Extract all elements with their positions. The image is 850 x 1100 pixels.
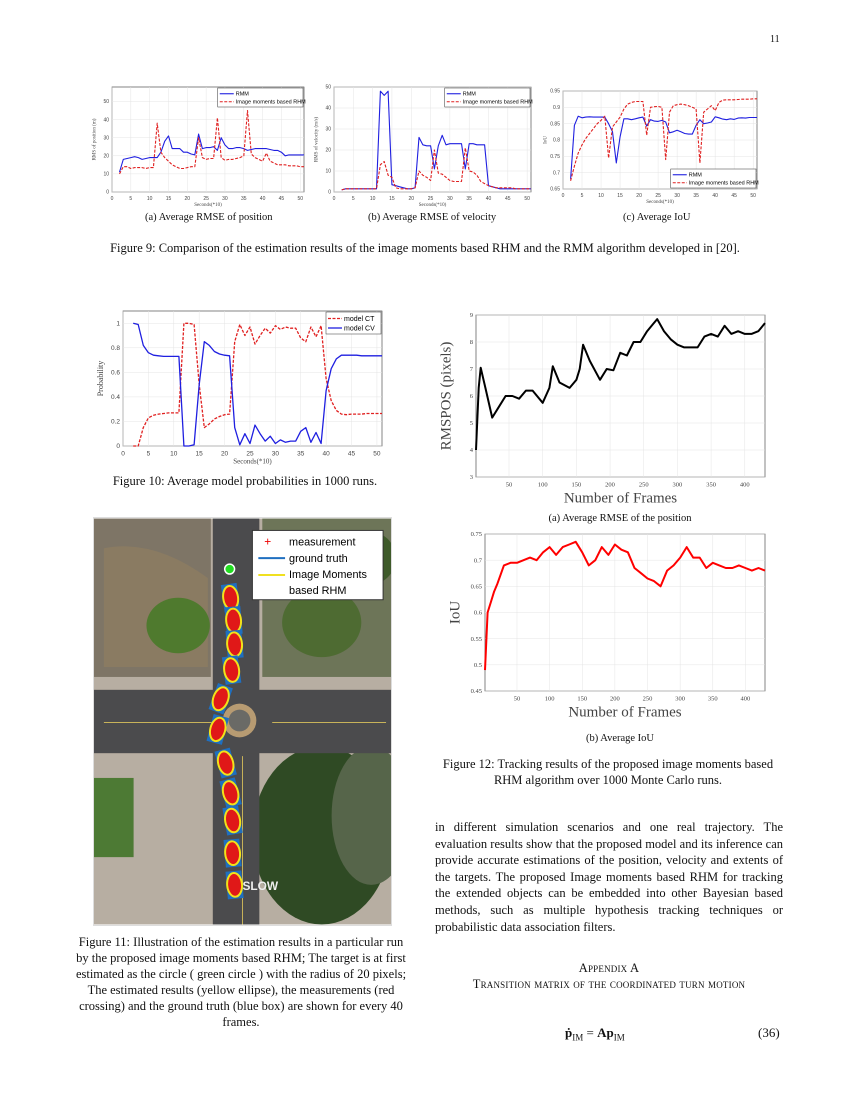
figure11-aerial-tracking-image bbox=[93, 517, 392, 926]
y-tick-label: 0.45 bbox=[470, 688, 482, 696]
x-tick-label: 40 bbox=[485, 196, 492, 202]
y-tick-label: 0.2 bbox=[110, 418, 120, 426]
x-tick-label: 30 bbox=[222, 196, 228, 202]
x-tick-label: 25 bbox=[246, 450, 254, 458]
x-tick-label: 35 bbox=[297, 450, 305, 458]
x-axis-label: Number of Frames bbox=[568, 704, 682, 721]
x-tick-label: 25 bbox=[655, 193, 661, 199]
x-tick-label: 45 bbox=[505, 196, 511, 202]
x-axis-label: Seconds(*10) bbox=[233, 457, 272, 466]
tracked-target bbox=[225, 870, 243, 899]
y-axis-label: RMSPOS (pixels) bbox=[438, 341, 455, 451]
eq-p: p bbox=[606, 1025, 614, 1040]
x-tick-label: 0 bbox=[121, 450, 125, 458]
x-tick-label: 100 bbox=[537, 481, 548, 489]
y-tick-label: 10 bbox=[103, 171, 109, 178]
x-tick-label: 25 bbox=[203, 196, 209, 202]
y-tick-label: 0.75 bbox=[550, 154, 560, 160]
legend-label: model CT bbox=[344, 315, 375, 323]
legend-label: Image moments based RHM bbox=[688, 180, 759, 187]
y-axis-label: RMS of velocity (m/s) bbox=[314, 116, 320, 163]
figure9c-subcaption: (c) Average IoU bbox=[623, 212, 691, 223]
y-tick-label: 3 bbox=[469, 474, 473, 482]
x-tick-label: 200 bbox=[610, 695, 620, 703]
figure12-caption: Figure 12: Tracking results of the proposed image moments based RHM algorithm over 1000 Monte Carlo runs. bbox=[442, 757, 774, 787]
x-tick-label: 5 bbox=[129, 196, 133, 202]
y-tick-label: 0.55 bbox=[470, 635, 482, 643]
x-tick-label: 400 bbox=[739, 481, 750, 489]
x-tick-label: 50 bbox=[513, 695, 521, 703]
figure9a-subcaption: (a) Average RMSE of position bbox=[145, 212, 273, 223]
y-tick-label: 0.7 bbox=[473, 557, 482, 565]
x-tick-label: 50 bbox=[373, 450, 381, 458]
x-tick-label: 20 bbox=[184, 196, 191, 202]
tracked-target bbox=[225, 630, 243, 659]
x-tick-label: 300 bbox=[672, 481, 683, 489]
figure9-caption: Figure 9: Comparison of the estimation results of the image moments based RHM and the RMM algorithm developed in [20]. bbox=[110, 241, 740, 255]
chart-svg bbox=[440, 308, 770, 508]
y-tick-label: 0.85 bbox=[550, 121, 560, 128]
chart-svg bbox=[440, 528, 770, 723]
legend-measurement: measurement bbox=[289, 536, 356, 549]
y-tick-label: 0.8 bbox=[553, 137, 560, 144]
x-tick-label: 0 bbox=[561, 193, 565, 199]
y-tick-label: 0 bbox=[106, 189, 109, 196]
y-tick-label: 0.65 bbox=[550, 186, 560, 193]
x-tick-label: 0 bbox=[110, 196, 114, 202]
figure12b-subcaption: (b) Average IoU bbox=[585, 733, 655, 744]
x-tick-label: 10 bbox=[146, 196, 153, 202]
x-tick-label: 35 bbox=[693, 193, 699, 199]
eq-A: A bbox=[597, 1025, 607, 1040]
x-tick-label: 15 bbox=[617, 193, 623, 199]
y-tick-label: 0.7 bbox=[553, 170, 560, 177]
equation-number: (36) bbox=[758, 1025, 780, 1040]
y-axis-label: IoU bbox=[543, 136, 549, 144]
eq-equals: = bbox=[583, 1025, 598, 1040]
chart-svg bbox=[95, 305, 390, 470]
x-tick-label: 350 bbox=[707, 695, 718, 703]
x-tick-label: 40 bbox=[259, 196, 266, 202]
x-tick-label: 5 bbox=[580, 193, 584, 199]
y-tick-label: 9 bbox=[469, 312, 473, 320]
figure11-caption: Figure 11: Illustration of the estimation results in a particular run by the proposed image moments based RHM; The target is at first estimated as the circle ( green circle ) with the radius of 20 pixels; The estimated results (yellow ellipse), the measurements (red crossing) and the ground truth (blue box) are shown for every 40 frames. bbox=[75, 935, 407, 1029]
y-tick-label: 20 bbox=[103, 153, 109, 160]
x-tick-label: 45 bbox=[347, 450, 356, 458]
x-tick-label: 50 bbox=[524, 196, 530, 202]
x-tick-label: 40 bbox=[712, 193, 718, 199]
x-tick-label: 30 bbox=[271, 450, 279, 458]
chart-svg bbox=[85, 82, 310, 212]
body-paragraph: in different simulation scenarios and one real trajectory. The evaluation results show that the proposed model and its inference can provide accurate estimations of the position, velocity and extents of the targets. The proposed Image moments based RHM for tracking the extended objects can be embedded into other Bayesian based methods, such as multiple hypothesis tracking techniques or probabilistic data association filters. bbox=[435, 820, 783, 934]
y-tick-label: 40 bbox=[325, 105, 331, 112]
tracked-target bbox=[224, 839, 242, 868]
x-tick-label: 200 bbox=[605, 481, 615, 489]
x-tick-label: 50 bbox=[505, 481, 513, 489]
y-tick-label: 10 bbox=[325, 168, 331, 175]
y-tick-label: 5 bbox=[469, 420, 473, 428]
y-tick-label: 0.6 bbox=[110, 369, 120, 377]
x-tick-label: 45 bbox=[278, 196, 285, 202]
y-tick-label: 0.75 bbox=[470, 531, 482, 539]
y-tick-label: 30 bbox=[325, 126, 331, 133]
eq-sub2: IM bbox=[613, 1032, 625, 1043]
x-tick-label: 30 bbox=[447, 196, 453, 202]
figure12a-subcaption: (a) Average RMSE of the position bbox=[548, 513, 692, 524]
figure9c-iou-chart bbox=[545, 85, 765, 212]
chart-svg bbox=[315, 82, 540, 212]
y-tick-label: 40 bbox=[103, 117, 109, 124]
aerial-intersection-illustration bbox=[94, 518, 391, 925]
x-tick-label: 25 bbox=[427, 196, 434, 202]
y-tick-label: 20 bbox=[325, 147, 331, 154]
figure9b-subcaption: (b) Average RMSE of velocity bbox=[368, 212, 497, 223]
y-tick-label: 0.8 bbox=[110, 344, 120, 352]
y-tick-label: 4 bbox=[469, 447, 473, 455]
figure12a-rmspos-chart bbox=[440, 308, 770, 508]
y-axis-label: RMS of position (m) bbox=[92, 118, 98, 161]
measurement-marker-icon: + bbox=[264, 534, 272, 549]
y-tick-label: 0.4 bbox=[110, 394, 120, 402]
x-tick-label: 10 bbox=[598, 193, 604, 199]
x-tick-label: 10 bbox=[369, 196, 376, 202]
y-tick-label: 30 bbox=[103, 135, 109, 142]
x-tick-label: 5 bbox=[146, 450, 151, 458]
y-tick-label: 1 bbox=[116, 320, 120, 328]
road-marking-slow: SLOW bbox=[242, 878, 279, 893]
equation-36 bbox=[565, 1025, 625, 1043]
x-tick-label: 150 bbox=[577, 695, 588, 703]
figure10-model-probability-chart bbox=[95, 305, 390, 470]
page-number: 11 bbox=[770, 34, 780, 45]
y-tick-label: 0.5 bbox=[473, 662, 482, 669]
initial-estimate-green-circle bbox=[225, 564, 235, 574]
legend-label: Image moments based RHM bbox=[235, 99, 306, 106]
x-axis-label: Number of Frames bbox=[563, 490, 678, 507]
x-tick-label: 250 bbox=[642, 695, 653, 703]
x-tick-label: 350 bbox=[706, 481, 716, 489]
y-tick-label: 6 bbox=[469, 393, 473, 401]
x-tick-label: 35 bbox=[466, 196, 472, 202]
x-tick-label: 400 bbox=[740, 695, 751, 703]
eq-sub1: IM bbox=[572, 1032, 584, 1043]
x-tick-label: 15 bbox=[195, 450, 203, 458]
x-tick-label: 20 bbox=[220, 450, 229, 458]
x-tick-label: 15 bbox=[389, 196, 395, 202]
legend-based-rhm: based RHM bbox=[289, 584, 347, 597]
figure12b-iou-chart bbox=[440, 528, 770, 723]
x-tick-label: 300 bbox=[675, 695, 686, 703]
x-axis-label: Seconds(*10) bbox=[194, 203, 222, 208]
x-tick-label: 20 bbox=[636, 193, 642, 199]
x-tick-label: 0 bbox=[332, 196, 336, 202]
chart-svg bbox=[545, 85, 765, 212]
y-tick-label: 8 bbox=[469, 339, 473, 347]
x-tick-label: 35 bbox=[240, 196, 247, 202]
legend-ground-truth: ground truth bbox=[289, 553, 348, 566]
x-tick-label: 100 bbox=[544, 695, 555, 703]
x-axis-label: Seconds(*10) bbox=[418, 203, 447, 208]
y-tick-label: 50 bbox=[325, 84, 331, 91]
x-tick-label: 40 bbox=[322, 450, 330, 458]
y-tick-label: 0.6 bbox=[473, 609, 482, 617]
appendix-label: Appendix A bbox=[578, 961, 640, 975]
appendix-title: Transition matrix of the coordinated turn motion bbox=[472, 977, 746, 991]
x-tick-label: 150 bbox=[571, 481, 582, 489]
x-tick-label: 30 bbox=[674, 193, 680, 199]
x-tick-label: 5 bbox=[351, 196, 355, 202]
y-axis-label: IoU bbox=[447, 600, 464, 625]
legend-label: RMM bbox=[235, 91, 249, 98]
figure9a-position-rmse-chart bbox=[85, 82, 310, 212]
legend-label: model CV bbox=[344, 325, 375, 333]
eq-pdot: ṗ bbox=[565, 1025, 573, 1040]
x-tick-label: 50 bbox=[750, 193, 756, 199]
x-tick-label: 45 bbox=[731, 193, 737, 199]
x-axis-label: Seconds(*10) bbox=[646, 200, 674, 205]
figure10-caption: Figure 10: Average model probabilities in 1000 runs. bbox=[112, 474, 378, 488]
x-tick-label: 250 bbox=[638, 481, 649, 489]
y-tick-label: 0.95 bbox=[550, 88, 560, 95]
figure9b-velocity-rmse-chart bbox=[315, 82, 540, 212]
y-tick-label: 0.9 bbox=[553, 105, 560, 111]
y-tick-label: 50 bbox=[103, 99, 109, 106]
legend-label: Image moments based RHM bbox=[462, 99, 533, 106]
x-tick-label: 10 bbox=[170, 450, 178, 458]
x-tick-label: 20 bbox=[408, 196, 415, 202]
legend-label: RMM bbox=[462, 91, 476, 98]
y-tick-label: 0 bbox=[116, 443, 120, 451]
x-tick-label: 50 bbox=[297, 196, 304, 202]
y-tick-label: 7 bbox=[469, 366, 473, 374]
x-tick-label: 15 bbox=[165, 196, 172, 202]
y-tick-label: 0 bbox=[328, 189, 331, 196]
legend-label: RMM bbox=[688, 172, 702, 179]
y-axis-label: Probability bbox=[95, 360, 105, 397]
y-tick-label: 0.65 bbox=[470, 583, 482, 591]
legend-image-moments: Image Moments bbox=[289, 568, 367, 581]
